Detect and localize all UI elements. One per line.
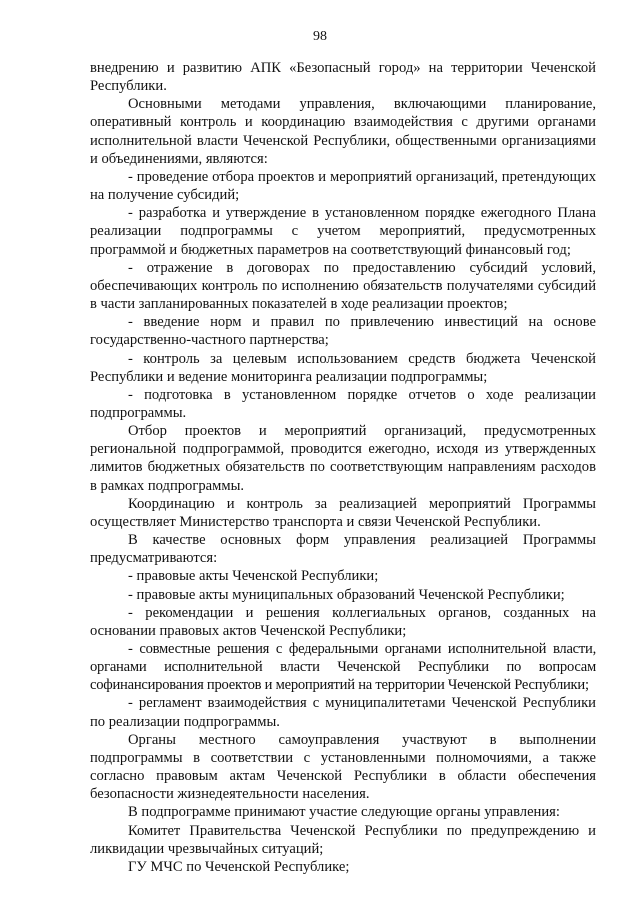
page-number: 98 bbox=[313, 29, 327, 44]
list-item: - контроль за целевым использованием средств бюджета Чеченской Республики и ведение мониторинга реализации подпрограммы; bbox=[90, 350, 596, 385]
list-item: - введение норм и правил по привлечению инвестиций на основе государственно-частного партнерства; bbox=[90, 314, 596, 349]
paragraph: Отбор проектов и мероприятий организаций, предусмотренных региональной подпрограммой, проводится ежегодно, исходя из утвержденных лимитов бюджетных обязательств по соответствующим направлениям расходов в рамках подпрограммы. bbox=[90, 423, 596, 494]
list-item: - разработка и утверждение в установленном порядке ежегодного Плана реализации подпрограммы с учетом мероприятий, предусмотренных программой и бюджетных параметров на соответствующий финансовый год; bbox=[90, 205, 596, 258]
list-item: - правовые акты Чеченской Республики; bbox=[128, 568, 379, 585]
paragraph: Органы местного самоуправления участвуют в выполнении подпрограммы в соответствии с установленными полномочиями, а также согласно правовым актам Чеченской Республики в области обеспечения безопасности жизнедеятельности населения. bbox=[90, 731, 596, 803]
list-item: - отражение в договорах по предоставлению субсидий условий, обеспечивающих контроль по исполнению обязательств получателями субсидий в части запланированных показателей в ходе реализации проектов; bbox=[90, 259, 596, 313]
list-item: - регламент взаимодействия с муниципалитетами Чеченской Республики по реализации подпрограммы. bbox=[90, 695, 596, 730]
list-item: - проведение отбора проектов и мероприятий организаций, претендующих на получение субсидий; bbox=[90, 168, 596, 204]
paragraph: В качестве основных форм управления реализацией Программы предусматриваются: bbox=[90, 532, 596, 567]
document-body bbox=[90, 59, 596, 876]
list-item: - рекомендации и решения коллегиальных органов, созданных на основании правовых актов Чеченской Республики; bbox=[90, 604, 596, 639]
paragraph: В подпрограмме принимают участие следующие органы управления: bbox=[128, 804, 560, 821]
list-item: - подготовка в установленном порядке отчетов о ходе реализации подпрограммы. bbox=[90, 386, 596, 421]
paragraph: ГУ МЧС по Чеченской Республике; bbox=[128, 858, 350, 875]
paragraph: внедрению и развитию АПК «Безопасный город» на территории Чеченской Республики. bbox=[90, 60, 596, 95]
paragraph: Комитет Правительства Чеченской Республики по предупреждению и ликвидации чрезвычайных ситуаций; bbox=[90, 822, 596, 857]
list-item: - правовые акты муниципальных образований Чеченской Республики; bbox=[128, 586, 565, 603]
paragraph: Координацию и контроль за реализацией мероприятий Программы осуществляет Министерство транспорта и связи Чеченской Республики. bbox=[90, 495, 596, 530]
list-item: - совместные решения с федеральными органами исполнительной власти, органами исполнительной власти Чеченской Республики по вопросам софинансирования проектов и мероприятий на территории Чеченской Республики; bbox=[90, 641, 596, 694]
paragraph: Основными методами управления, включающими планирование, оперативный контроль и координацию взаимодействия с другими органами исполнительной власти Чеченской Республики, общественными организациями и объединениями, являются: bbox=[90, 96, 596, 167]
